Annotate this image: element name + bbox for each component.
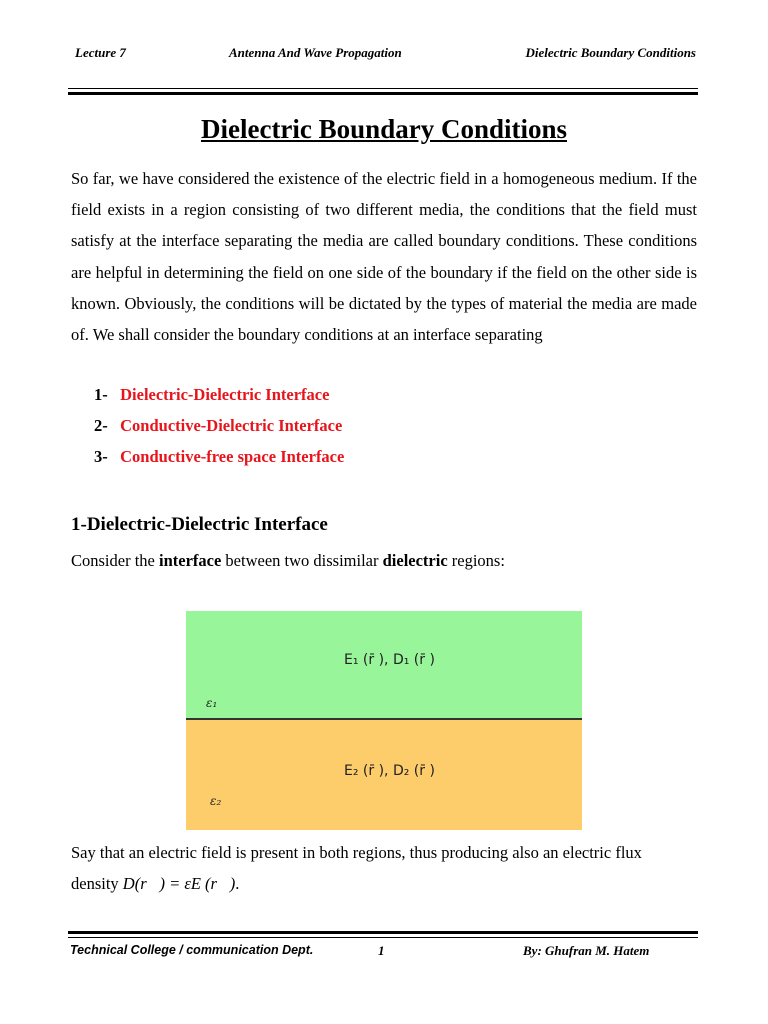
consider-pre: Consider the bbox=[71, 551, 159, 570]
flux-pre: density bbox=[71, 874, 123, 893]
list-item bbox=[94, 385, 329, 405]
consider-bold-dielectric: dielectric bbox=[382, 551, 448, 570]
footer-rule-thin bbox=[68, 937, 698, 938]
list-text: Conductive-free space Interface bbox=[120, 447, 345, 466]
header-rule-thin bbox=[68, 88, 698, 89]
list-item bbox=[94, 447, 344, 467]
flux-equation: D(r⃗) = εE (r⃗) bbox=[122, 874, 236, 893]
header-rule-thick bbox=[68, 92, 698, 95]
footer-author: By: Ghufran M. Hatem bbox=[523, 943, 650, 958]
list-item bbox=[94, 416, 342, 436]
flux-sentence-line2 bbox=[71, 874, 239, 894]
consider-line bbox=[71, 551, 505, 571]
region2-field-label: E₂ (r̄ ), D₂ (r̄ ) bbox=[344, 763, 435, 779]
region1-field-label: E₁ (r̄ ), D₁ (r̄ ) bbox=[344, 652, 435, 668]
list-text: Dielectric-Dielectric Interface bbox=[120, 385, 330, 404]
flux-sentence-line1: Say that an electric field is present in both regions, thus producing also an electric flux bbox=[71, 843, 642, 862]
header-topic: Dielectric Boundary Conditions bbox=[525, 45, 696, 60]
flux-post: . bbox=[235, 874, 240, 893]
interface-boundary-line bbox=[186, 718, 582, 720]
region2-permittivity: ε₂ bbox=[210, 794, 222, 808]
consider-mid: between two dissimilar bbox=[221, 551, 383, 570]
region1-permittivity: ε₁ bbox=[206, 696, 218, 710]
header-lecture: Lecture 7 bbox=[75, 45, 126, 60]
header-course: Antenna And Wave Propagation bbox=[229, 45, 402, 60]
list-number: 3- bbox=[94, 447, 108, 466]
interface-figure bbox=[186, 611, 582, 830]
footer-institution: Technical College / communication Dept. bbox=[70, 943, 314, 957]
consider-bold-interface: interface bbox=[159, 551, 222, 570]
footer-page-number: 1 bbox=[378, 943, 385, 958]
footer-rule-thick bbox=[68, 931, 698, 934]
list-number: 2- bbox=[94, 416, 108, 435]
section-heading: 1-Dielectric-Dielectric Interface bbox=[71, 514, 328, 535]
page-title: Dielectric Boundary Conditions bbox=[200, 114, 567, 144]
list-number: 1- bbox=[94, 385, 108, 404]
list-text: Conductive-Dielectric Interface bbox=[120, 416, 343, 435]
intro-paragraph: So far, we have considered the existence of the electric field in a homogeneous medium. If the field exists in a region consisting of two different media, the conditions that the field must satisfy at the interface separating the media are called boundary conditions. These conditions are helpful in determining the field on one side of the boundary if the field on the other side is known. Obviously, the conditions will be dictated by the types of material the media are made of. We shall consider the boundary conditions at an interface separating bbox=[71, 169, 697, 345]
consider-post: regions: bbox=[447, 551, 505, 570]
